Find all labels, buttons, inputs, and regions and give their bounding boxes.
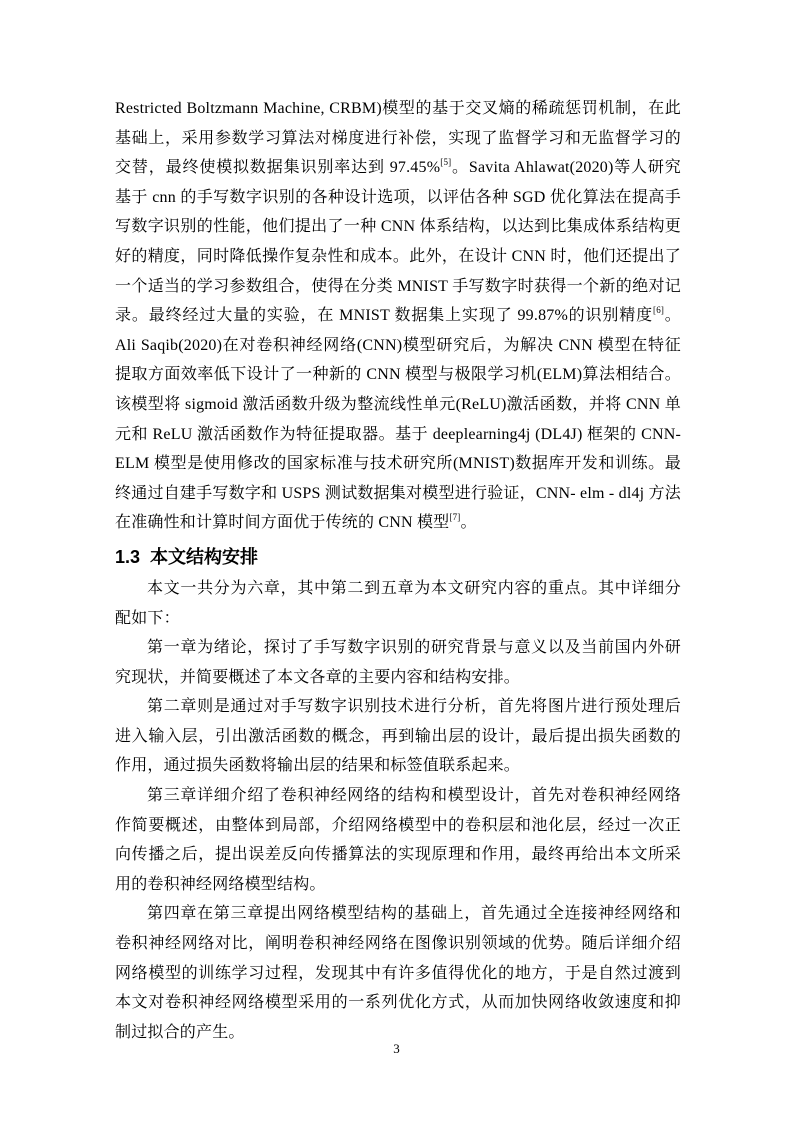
intro-text-1: Restricted Boltzmann Machine, CRBM)模型的基于交叉熵的稀疏惩罚机制，在此基础上，采用参数学习算法对梯度进行补偿，实现了监督学习和无监督学习的交替，最终使模拟数据集识别率达到 97.45%: [115, 100, 681, 177]
intro-text-2: 。Savita Ahlawat(2020)等人研究基于 cnn 的手写数字识别的各种设计选项，以评估各种 SGD 优化算法在提高手写数字识别的性能，他们提出了一种 CNN 体系结构，以达到比集成体系结构更好的精度，同时降低操作复杂性和成本。此外，在设计 CNN 时，他们还提出了一个适当的学习参数组合，使得在分类 MNIST 手写数字时获得一个新的绝对记录。最终经过大量的实验，在 MNIST 数据集上实现了 99.87%的识别精度: [115, 159, 681, 325]
paragraph-chapter-1: 第一章为绪论，探讨了手写数字识别的研究背景与意义以及当前国内外研究现状，并简要概述了本文各章的主要内容和结构安排。: [115, 639, 681, 686]
intro-text-3: 。Ali Saqib(2020)在对卷积神经网络(CNN)模型研究后，为解决 CNN 模型在特征提取方面效率低下设计了一种新的 CNN 模型与极限学习机(ELM)算法相结合。该模型将 sigmoid 激活函数升级为整流线性单元(ReLU)激活函数，并将 CNN 单元和 ReLU 激活函数作为特征提取器。基于 deeplearning4j (DL4J) 框架的 CNN-ELM 模型是使用修改的国家标准与技术研究所(MNIST)数据库开发和训练。最终通过自建手写数字和 USPS 测试数据集对模型进行验证，CNN- elm - dl4j 方法在准确性和计算时间方面优于传统的 CNN 模型: [115, 307, 681, 532]
citation-5: [5]: [440, 157, 452, 168]
section-title: 本文结构安排: [150, 546, 259, 568]
paragraph-overview: 本文一共分为六章，其中第二到五章为本文研究内容的重点。其中详细分配如下：: [115, 579, 681, 627]
citation-6: [6]: [653, 305, 665, 316]
citation-7: [7]: [449, 512, 461, 523]
section-number: 1.3: [115, 546, 141, 567]
page-number: 3: [393, 1041, 400, 1056]
paragraph-chapter-4: 第四章在第三章提出网络模型结构的基础上，首先通过全连接神经网络和卷积神经网络对比，阐明卷积神经网络在图像识别领域的优势。随后详细介绍网络模型的训练学习过程，发现其中有许多值得优化的地方，于是自然过渡到本文对卷积神经网络模型采用的一系列优化方式，从而加快网络收敛速度和抑制过拟合的产生。: [115, 905, 681, 1041]
intro-paragraph: [115, 94, 681, 538]
page-body: [115, 94, 681, 1047]
paragraph-chapter-3: 第三章详细介绍了卷积神经网络的结构和模型设计，首先对卷积神经网络作简要概述，由整体到局部，介绍网络模型中的卷积层和池化层，经过一次正向传播之后，提出误差反向传播算法的实现原理和作用，最终再给出本文所采用的卷积神经网络模型结构。: [115, 787, 681, 893]
section-heading: [115, 542, 681, 572]
paragraph-chapter-2: 第二章则是通过对手写数字识别技术进行分析，首先将图片进行预处理后进入输入层，引出激活函数的概念，再到输出层的设计，最后提出损失函数的作用，通过损失函数将输出层的结果和标签值联系起来。: [115, 698, 681, 775]
intro-text-4: 。: [460, 514, 477, 532]
